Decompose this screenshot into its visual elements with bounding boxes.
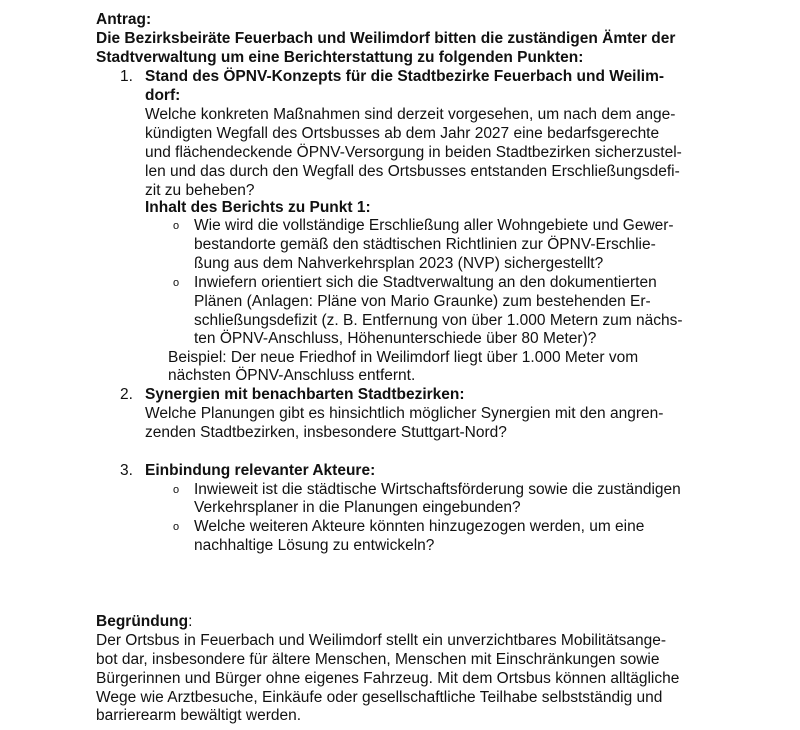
item-body-line: len und das durch den Wegfall des Ortsbusses entstanden Erschließungsdefi- [145, 163, 680, 180]
bullet-line: ten ÖPNV-Anschluss, Höhenunterschiede über 80 Meter)? [194, 330, 597, 347]
item-heading: dorf: [145, 87, 181, 104]
begruendung-label: Begründung [96, 613, 189, 630]
example-line: nächsten ÖPNV-Anschluss entfernt. [168, 367, 416, 384]
item-number: 2. [120, 386, 133, 403]
example-line: Beispiel: Der neue Friedhof in Weilimdorf liegt über 1.000 Meter vom [168, 349, 639, 366]
item-number: 3. [120, 462, 133, 479]
bullet-line: nachhaltige Lösung zu entwickeln? [194, 537, 435, 554]
begruendung-line: bot dar, insbesondere für ältere Menschen, Menschen mit Einschränkungen sowie [96, 651, 660, 668]
bullet-line: Welche weiteren Akteure könnten hinzugezogen werden, um eine [194, 518, 645, 535]
bullet-line: ßung aus dem Nahverkehrsplan 2023 (NVP) sichergestellt? [194, 255, 604, 272]
item-body-line: kündigten Wegfall des Ortsbusses ab dem Jahr 2027 eine bedarfsgerechte [145, 125, 660, 142]
bullet-line: Inwieweit ist die städtische Wirtschaftsförderung sowie die zuständigen [194, 481, 681, 498]
bullet-line: Verkehrsplaner in die Planungen eingebunden? [194, 499, 521, 516]
item-body-line: und flächendeckende ÖPNV-Versorgung in beiden Stadtbezirken sicherzustel- [145, 144, 682, 161]
antrag-label: Antrag: [96, 11, 152, 28]
bullet-icon: o [173, 277, 180, 289]
bullet-line: schließungsdefizit (z. B. Entfernung von über 1.000 Metern zum nächs- [194, 312, 683, 329]
item-heading: Synergien mit benachbarten Stadtbezirken: [145, 386, 465, 403]
bullet-line: Plänen (Anlagen: Pläne von Mario Graunke) zum bestehenden Er- [194, 293, 651, 310]
item-heading: Stand des ÖPNV-Konzepts für die Stadtbezirke Feuerbach und Weilim- [145, 68, 665, 85]
antrag-intro-line: Stadtverwaltung um eine Berichterstattung zu folgenden Punkten: [96, 49, 584, 66]
item-body-line: zit zu beheben? [145, 182, 255, 199]
begruendung-line: barrierearm bewältigt werden. [96, 707, 302, 724]
bullet-icon: o [173, 220, 180, 232]
bullet-line: bestandorte gemäß den städtischen Richtlinien zur ÖPNV-Erschlie- [194, 236, 656, 253]
item-subheading: Inhalt des Berichts zu Punkt 1: [145, 199, 371, 216]
item-heading: Einbindung relevanter Akteure: [145, 462, 376, 479]
begruendung-line: Wege wie Arztbesuche, Einkäufe oder gesellschaftliche Teilhabe selbstständig und [96, 689, 663, 706]
begruendung-line: Der Ortsbus in Feuerbach und Weilimdorf stellt ein unverzichtbares Mobilitätsange- [96, 632, 667, 649]
begruendung-line: Bürgerinnen und Bürger ohne eigenes Fahrzeug. Mit dem Ortsbus können alltägliche [96, 670, 680, 687]
begruendung-heading [96, 613, 192, 631]
begruendung-colon: : [188, 613, 193, 630]
bullet-line: Wie wird die vollständige Erschließung aller Wohngebiete und Gewer- [194, 217, 674, 234]
item-body-line: Welche Planungen gibt es hinsichtlich möglicher Synergien mit den angren- [145, 405, 664, 422]
bullet-icon: o [173, 521, 180, 533]
item-number: 1. [120, 68, 133, 85]
bullet-line: Inwiefern orientiert sich die Stadtverwaltung an den dokumentierten [194, 274, 657, 291]
item-body-line: Welche konkreten Maßnahmen sind derzeit vorgesehen, um nach dem ange- [145, 106, 676, 123]
bullet-icon: o [173, 484, 180, 496]
item-body-line: zenden Stadtbezirken, insbesondere Stuttgart-Nord? [145, 424, 507, 441]
antrag-intro-line: Die Bezirksbeiräte Feuerbach und Weilimdorf bitten die zuständigen Ämter der [96, 30, 676, 47]
